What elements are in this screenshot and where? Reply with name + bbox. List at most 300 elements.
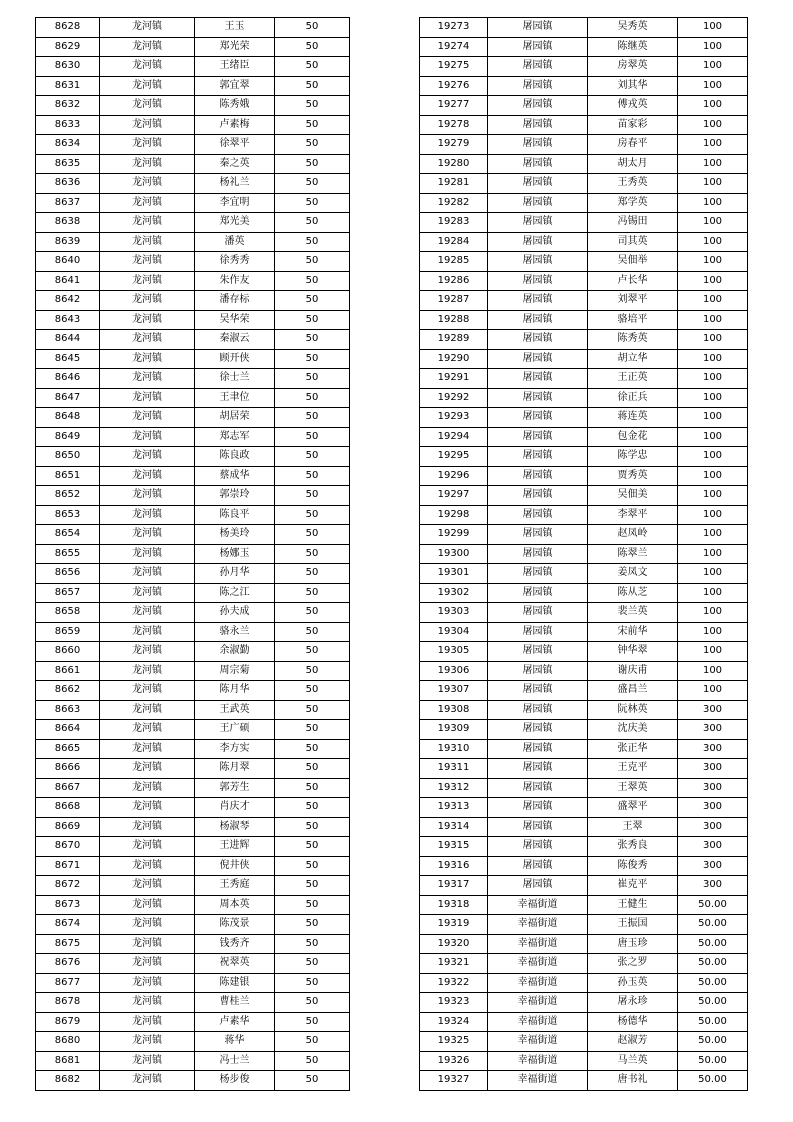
id-cell: 19308 [420, 700, 488, 720]
name-cell: 徐士兰 [195, 369, 275, 389]
town-cell: 龙河镇 [100, 973, 195, 993]
table-row [420, 544, 748, 564]
name-cell: 吴华荣 [195, 310, 275, 330]
id-cell: 19287 [420, 291, 488, 311]
id-cell: 8648 [36, 408, 100, 428]
name-cell: 骆永兰 [195, 622, 275, 642]
name-cell: 陈良政 [195, 447, 275, 467]
name-cell: 徐翠平 [195, 135, 275, 155]
table-row [420, 700, 748, 720]
town-cell: 屠园镇 [488, 193, 588, 213]
amount-cell: 300 [678, 700, 748, 720]
amount-cell: 100 [678, 18, 748, 38]
id-cell: 8669 [36, 817, 100, 837]
id-cell: 8650 [36, 447, 100, 467]
name-cell: 郭芳生 [195, 778, 275, 798]
amount-cell: 100 [678, 115, 748, 135]
amount-cell: 100 [678, 427, 748, 447]
id-cell: 19314 [420, 817, 488, 837]
amount-cell: 50 [275, 447, 350, 467]
amount-cell: 50.00 [678, 915, 748, 935]
amount-cell: 50 [275, 661, 350, 681]
town-cell: 龙河镇 [100, 193, 195, 213]
town-cell: 幸福街道 [488, 954, 588, 974]
town-cell: 屠园镇 [488, 603, 588, 623]
name-cell: 杨步俊 [195, 1071, 275, 1091]
id-cell: 8679 [36, 1012, 100, 1032]
amount-cell: 50 [275, 330, 350, 350]
id-cell: 19300 [420, 544, 488, 564]
id-cell: 19305 [420, 642, 488, 662]
id-cell: 8660 [36, 642, 100, 662]
amount-cell: 100 [678, 349, 748, 369]
table-row [420, 330, 748, 350]
name-cell: 刘其华 [588, 76, 678, 96]
amount-cell: 100 [678, 291, 748, 311]
table-row [420, 232, 748, 252]
table-row [36, 993, 350, 1013]
amount-cell: 100 [678, 271, 748, 291]
name-cell: 郑志军 [195, 427, 275, 447]
town-cell: 龙河镇 [100, 759, 195, 779]
name-cell: 杨淑琴 [195, 817, 275, 837]
table-row [36, 915, 350, 935]
table-row [420, 1051, 748, 1071]
town-cell: 龙河镇 [100, 466, 195, 486]
town-cell: 龙河镇 [100, 934, 195, 954]
amount-cell: 50.00 [678, 1071, 748, 1091]
name-cell: 李宜明 [195, 193, 275, 213]
table-row [36, 661, 350, 681]
table-row [420, 759, 748, 779]
amount-cell: 50 [275, 466, 350, 486]
id-cell: 19291 [420, 369, 488, 389]
town-cell: 龙河镇 [100, 739, 195, 759]
town-cell: 屠园镇 [488, 369, 588, 389]
table-row [420, 349, 748, 369]
table-row [36, 427, 350, 447]
id-cell: 8680 [36, 1032, 100, 1052]
id-cell: 19294 [420, 427, 488, 447]
amount-cell: 50 [275, 1032, 350, 1052]
amount-cell: 100 [678, 466, 748, 486]
amount-cell: 100 [678, 369, 748, 389]
name-cell: 胡立华 [588, 349, 678, 369]
town-cell: 龙河镇 [100, 291, 195, 311]
name-cell: 王绪臣 [195, 57, 275, 77]
name-cell: 卢长华 [588, 271, 678, 291]
town-cell: 龙河镇 [100, 213, 195, 233]
amount-cell: 50 [275, 954, 350, 974]
amount-cell: 50 [275, 349, 350, 369]
town-cell: 龙河镇 [100, 915, 195, 935]
id-cell: 19304 [420, 622, 488, 642]
name-cell: 郭宜翠 [195, 76, 275, 96]
right-table [419, 17, 748, 1091]
town-cell: 龙河镇 [100, 1071, 195, 1091]
amount-cell: 50.00 [678, 1051, 748, 1071]
id-cell: 8657 [36, 583, 100, 603]
amount-cell: 50 [275, 232, 350, 252]
id-cell: 8646 [36, 369, 100, 389]
town-cell: 幸福街道 [488, 1051, 588, 1071]
town-cell: 龙河镇 [100, 271, 195, 291]
id-cell: 19280 [420, 154, 488, 174]
name-cell: 王聿位 [195, 388, 275, 408]
id-cell: 8634 [36, 135, 100, 155]
town-cell: 龙河镇 [100, 837, 195, 857]
town-cell: 龙河镇 [100, 96, 195, 116]
town-cell: 龙河镇 [100, 486, 195, 506]
name-cell: 吴秀英 [588, 18, 678, 38]
table-row [420, 778, 748, 798]
table-row [420, 954, 748, 974]
name-cell: 贾秀英 [588, 466, 678, 486]
amount-cell: 100 [678, 681, 748, 701]
name-cell: 唐书礼 [588, 1071, 678, 1091]
amount-cell: 300 [678, 720, 748, 740]
amount-cell: 100 [678, 447, 748, 467]
amount-cell: 50 [275, 115, 350, 135]
name-cell: 骆培平 [588, 310, 678, 330]
name-cell: 蔡成华 [195, 466, 275, 486]
table-row [36, 271, 350, 291]
name-cell: 王进辉 [195, 837, 275, 857]
town-cell: 龙河镇 [100, 681, 195, 701]
amount-cell: 100 [678, 564, 748, 584]
table-row [36, 934, 350, 954]
id-cell: 8672 [36, 876, 100, 896]
name-cell: 陈翠兰 [588, 544, 678, 564]
amount-cell: 50 [275, 759, 350, 779]
name-cell: 胡太月 [588, 154, 678, 174]
amount-cell: 50 [275, 37, 350, 57]
id-cell: 8671 [36, 856, 100, 876]
id-cell: 8630 [36, 57, 100, 77]
table-row [420, 18, 748, 38]
id-cell: 8637 [36, 193, 100, 213]
town-cell: 屠园镇 [488, 525, 588, 545]
id-cell: 8645 [36, 349, 100, 369]
name-cell: 王武英 [195, 700, 275, 720]
id-cell: 19325 [420, 1032, 488, 1052]
table-row [420, 96, 748, 116]
amount-cell: 50 [275, 76, 350, 96]
town-cell: 屠园镇 [488, 154, 588, 174]
table-row [36, 700, 350, 720]
name-cell: 余淑勤 [195, 642, 275, 662]
amount-cell: 50 [275, 720, 350, 740]
id-cell: 8668 [36, 798, 100, 818]
id-cell: 19298 [420, 505, 488, 525]
table-row [36, 895, 350, 915]
table-row [36, 76, 350, 96]
town-cell: 龙河镇 [100, 564, 195, 584]
amount-cell: 100 [678, 388, 748, 408]
town-cell: 屠园镇 [488, 349, 588, 369]
town-cell: 屠园镇 [488, 642, 588, 662]
id-cell: 19275 [420, 57, 488, 77]
amount-cell: 100 [678, 583, 748, 603]
amount-cell: 100 [678, 661, 748, 681]
id-cell: 19276 [420, 76, 488, 96]
town-cell: 屠园镇 [488, 739, 588, 759]
table-row [420, 310, 748, 330]
table-row [420, 915, 748, 935]
table-row [36, 1051, 350, 1071]
id-cell: 8667 [36, 778, 100, 798]
id-cell: 19273 [420, 18, 488, 38]
name-cell: 曹桂兰 [195, 993, 275, 1013]
table-row [420, 154, 748, 174]
name-cell: 祝翠英 [195, 954, 275, 974]
name-cell: 陈秀英 [588, 330, 678, 350]
name-cell: 孙月华 [195, 564, 275, 584]
id-cell: 19327 [420, 1071, 488, 1091]
amount-cell: 300 [678, 778, 748, 798]
name-cell: 王玉 [195, 18, 275, 38]
amount-cell: 100 [678, 193, 748, 213]
amount-cell: 50 [275, 505, 350, 525]
amount-cell: 50 [275, 681, 350, 701]
id-cell: 8644 [36, 330, 100, 350]
table-row [420, 583, 748, 603]
table-row [420, 798, 748, 818]
table-row [36, 213, 350, 233]
id-cell: 19317 [420, 876, 488, 896]
amount-cell: 300 [678, 876, 748, 896]
name-cell: 阮林英 [588, 700, 678, 720]
name-cell: 房翠英 [588, 57, 678, 77]
name-cell: 王秀庭 [195, 876, 275, 896]
amount-cell: 50 [275, 856, 350, 876]
amount-cell: 50 [275, 934, 350, 954]
name-cell: 卢素华 [195, 1012, 275, 1032]
id-cell: 8628 [36, 18, 100, 38]
id-cell: 8664 [36, 720, 100, 740]
table-row [36, 174, 350, 194]
name-cell: 陈月华 [195, 681, 275, 701]
id-cell: 19311 [420, 759, 488, 779]
amount-cell: 50 [275, 700, 350, 720]
table-row [36, 1071, 350, 1091]
id-cell: 19324 [420, 1012, 488, 1032]
town-cell: 屠园镇 [488, 486, 588, 506]
id-cell: 8656 [36, 564, 100, 584]
town-cell: 屠园镇 [488, 583, 588, 603]
town-cell: 屠园镇 [488, 18, 588, 38]
town-cell: 屠园镇 [488, 330, 588, 350]
table-row [36, 252, 350, 272]
amount-cell: 50 [275, 915, 350, 935]
table-row [420, 837, 748, 857]
id-cell: 19285 [420, 252, 488, 272]
table-row [36, 115, 350, 135]
amount-cell: 300 [678, 739, 748, 759]
amount-cell: 300 [678, 798, 748, 818]
id-cell: 19301 [420, 564, 488, 584]
town-cell: 屠园镇 [488, 310, 588, 330]
name-cell: 李翠平 [588, 505, 678, 525]
town-cell: 龙河镇 [100, 115, 195, 135]
name-cell: 蒋华 [195, 1032, 275, 1052]
town-cell: 龙河镇 [100, 330, 195, 350]
name-cell: 郑光荣 [195, 37, 275, 57]
amount-cell: 50 [275, 18, 350, 38]
amount-cell: 50 [275, 213, 350, 233]
amount-cell: 50 [275, 817, 350, 837]
table-row [36, 876, 350, 896]
name-cell: 张秀良 [588, 837, 678, 857]
town-cell: 屠园镇 [488, 271, 588, 291]
id-cell: 8649 [36, 427, 100, 447]
name-cell: 倪井侠 [195, 856, 275, 876]
table-row [36, 135, 350, 155]
table-row [36, 232, 350, 252]
name-cell: 肖庆才 [195, 798, 275, 818]
table-row [420, 681, 748, 701]
amount-cell: 100 [678, 135, 748, 155]
name-cell: 王翠 [588, 817, 678, 837]
name-cell: 陈良平 [195, 505, 275, 525]
amount-cell: 50 [275, 876, 350, 896]
name-cell: 陈茂景 [195, 915, 275, 935]
name-cell: 周本英 [195, 895, 275, 915]
town-cell: 龙河镇 [100, 700, 195, 720]
town-cell: 龙河镇 [100, 369, 195, 389]
name-cell: 崔克平 [588, 876, 678, 896]
id-cell: 8670 [36, 837, 100, 857]
amount-cell: 50 [275, 1012, 350, 1032]
id-cell: 19302 [420, 583, 488, 603]
table-row [36, 759, 350, 779]
name-cell: 徐正兵 [588, 388, 678, 408]
table-row [36, 447, 350, 467]
id-cell: 19320 [420, 934, 488, 954]
town-cell: 屠园镇 [488, 622, 588, 642]
name-cell: 刘翠平 [588, 291, 678, 311]
id-cell: 8661 [36, 661, 100, 681]
town-cell: 龙河镇 [100, 310, 195, 330]
town-cell: 屠园镇 [488, 544, 588, 564]
name-cell: 卢素梅 [195, 115, 275, 135]
table-row [36, 856, 350, 876]
left-table [35, 17, 350, 1091]
amount-cell: 50 [275, 291, 350, 311]
town-cell: 龙河镇 [100, 798, 195, 818]
id-cell: 8643 [36, 310, 100, 330]
name-cell: 杨德华 [588, 1012, 678, 1032]
id-cell: 8663 [36, 700, 100, 720]
town-cell: 屠园镇 [488, 252, 588, 272]
town-cell: 屠园镇 [488, 505, 588, 525]
town-cell: 幸福街道 [488, 934, 588, 954]
amount-cell: 50 [275, 993, 350, 1013]
table-row [36, 778, 350, 798]
amount-cell: 50 [275, 369, 350, 389]
id-cell: 8652 [36, 486, 100, 506]
town-cell: 龙河镇 [100, 57, 195, 77]
amount-cell: 50 [275, 603, 350, 623]
name-cell: 蒋连英 [588, 408, 678, 428]
id-cell: 19321 [420, 954, 488, 974]
town-cell: 龙河镇 [100, 427, 195, 447]
amount-cell: 50 [275, 1051, 350, 1071]
name-cell: 郭崇玲 [195, 486, 275, 506]
town-cell: 屠园镇 [488, 115, 588, 135]
amount-cell: 50 [275, 895, 350, 915]
name-cell: 王翠英 [588, 778, 678, 798]
amount-cell: 100 [678, 174, 748, 194]
amount-cell: 100 [678, 486, 748, 506]
name-cell: 王秀英 [588, 174, 678, 194]
amount-cell: 50.00 [678, 954, 748, 974]
town-cell: 幸福街道 [488, 1071, 588, 1091]
town-cell: 屠园镇 [488, 759, 588, 779]
amount-cell: 50 [275, 837, 350, 857]
table-row [36, 154, 350, 174]
id-cell: 8682 [36, 1071, 100, 1091]
amount-cell: 50 [275, 739, 350, 759]
table-row [36, 954, 350, 974]
table-row [420, 408, 748, 428]
id-cell: 19284 [420, 232, 488, 252]
amount-cell: 100 [678, 330, 748, 350]
id-cell: 8662 [36, 681, 100, 701]
town-cell: 屠园镇 [488, 37, 588, 57]
amount-cell: 50.00 [678, 1032, 748, 1052]
id-cell: 8647 [36, 388, 100, 408]
id-cell: 19318 [420, 895, 488, 915]
table-row [420, 447, 748, 467]
town-cell: 龙河镇 [100, 18, 195, 38]
table-row [420, 213, 748, 233]
amount-cell: 50 [275, 525, 350, 545]
amount-cell: 100 [678, 642, 748, 662]
town-cell: 屠园镇 [488, 96, 588, 116]
amount-cell: 50 [275, 486, 350, 506]
name-cell: 房春平 [588, 135, 678, 155]
amount-cell: 50 [275, 778, 350, 798]
amount-cell: 50 [275, 193, 350, 213]
name-cell: 傅戎英 [588, 96, 678, 116]
amount-cell: 100 [678, 213, 748, 233]
id-cell: 19286 [420, 271, 488, 291]
table-row [36, 408, 350, 428]
amount-cell: 50.00 [678, 895, 748, 915]
table-row [420, 291, 748, 311]
amount-cell: 50 [275, 310, 350, 330]
town-cell: 龙河镇 [100, 408, 195, 428]
town-cell: 龙河镇 [100, 583, 195, 603]
town-cell: 龙河镇 [100, 505, 195, 525]
name-cell: 谢庆甫 [588, 661, 678, 681]
town-cell: 屠园镇 [488, 447, 588, 467]
name-cell: 陈月翠 [195, 759, 275, 779]
table-row [36, 642, 350, 662]
town-cell: 幸福街道 [488, 915, 588, 935]
town-cell: 屠园镇 [488, 57, 588, 77]
name-cell: 盛昌兰 [588, 681, 678, 701]
amount-cell: 300 [678, 759, 748, 779]
town-cell: 幸福街道 [488, 1012, 588, 1032]
town-cell: 屠园镇 [488, 856, 588, 876]
town-cell: 龙河镇 [100, 954, 195, 974]
table-row [36, 291, 350, 311]
table-row [36, 720, 350, 740]
table-row [36, 369, 350, 389]
name-cell: 孙夫成 [195, 603, 275, 623]
